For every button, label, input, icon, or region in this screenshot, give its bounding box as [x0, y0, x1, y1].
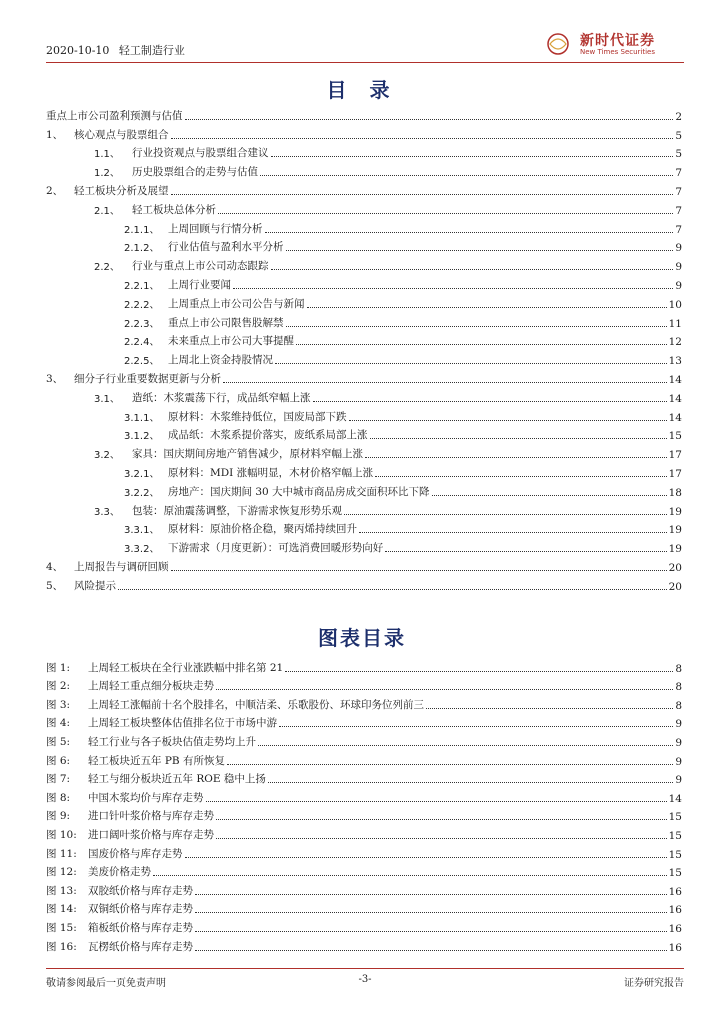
dot-leader — [195, 930, 667, 932]
page-ref: 16 — [668, 922, 682, 935]
page-ref: 7 — [675, 185, 682, 198]
page-ref: 11 — [668, 317, 682, 330]
dot-leader — [171, 193, 674, 195]
figure-entry[interactable] — [46, 823, 682, 842]
dot-leader — [218, 212, 673, 214]
figure-number: 图 16: — [46, 940, 77, 953]
dot-leader — [313, 400, 667, 402]
dot-leader — [432, 494, 667, 496]
figure-number: 图 8: — [46, 791, 71, 804]
section-title: 上周重点上市公司公告与新闻 — [168, 297, 305, 310]
figure-entry[interactable] — [46, 675, 682, 694]
page-ref: 9 — [675, 774, 682, 787]
page-ref: 14 — [668, 792, 682, 805]
section-number: 3.3.1、 — [124, 525, 160, 537]
page-ref: 17 — [668, 467, 682, 480]
dot-leader — [265, 231, 674, 233]
section-title: 上周北上资金持股情况 — [168, 354, 273, 367]
page-ref: 9 — [675, 279, 682, 292]
section-title: 行业与重点上市公司动态跟踪 — [132, 260, 269, 273]
toc-entry[interactable] — [46, 518, 682, 537]
toc-entry[interactable] — [46, 536, 682, 555]
section-number: 2.1、 — [94, 205, 120, 217]
figure-title: 双铜纸价格与库存走势 — [88, 903, 193, 916]
page-ref: 15 — [668, 829, 682, 842]
section-number: 2.1.2、 — [124, 243, 160, 255]
section-number: 2.2.5、 — [124, 356, 160, 368]
dot-leader — [195, 949, 667, 951]
toc-entry[interactable] — [46, 405, 682, 424]
figure-number: 图 9: — [46, 810, 71, 823]
page-ref: 7 — [675, 167, 682, 180]
figure-title: 国废价格与库存走势 — [88, 847, 183, 860]
figure-entry[interactable] — [46, 879, 682, 898]
figure-number: 图 12: — [46, 866, 77, 879]
figure-entry[interactable] — [46, 935, 682, 954]
figure-number: 图 14: — [46, 903, 77, 916]
dot-leader — [118, 588, 667, 590]
dot-leader — [258, 744, 673, 746]
figure-title: 上周轻工板块在全行业涨跌幅中排名第 21 — [88, 661, 284, 674]
figure-number: 图 3: — [46, 698, 71, 711]
dot-leader — [286, 325, 667, 327]
logo-english-name: New Times Securities — [580, 48, 655, 56]
section-number: 3.3.2、 — [124, 544, 160, 556]
section-title: 原材料：木浆维持低位，国废局部下跌 — [168, 410, 347, 423]
figure-title: 箱板纸价格与库存走势 — [88, 921, 193, 934]
page-ref: 15 — [668, 430, 682, 443]
section-title: 行业投资观点与股票组合建议 — [132, 147, 269, 160]
section-number: 1.1、 — [94, 149, 120, 161]
page-ref: 9 — [675, 718, 682, 731]
toc-entry[interactable] — [46, 104, 682, 123]
page-ref: 15 — [668, 848, 682, 861]
page-ref: 20 — [668, 580, 682, 593]
figure-title: 美废价格走势 — [88, 866, 151, 879]
figure-title: 轻工板块近五年 PB 有所恢复 — [88, 754, 225, 767]
dot-leader — [216, 688, 673, 690]
page-ref: 5 — [675, 148, 682, 161]
figure-title: 进口阔叶浆价格与库存走势 — [88, 828, 214, 841]
dot-leader — [286, 249, 674, 251]
toc-entry[interactable] — [46, 330, 682, 349]
figure-entry[interactable] — [46, 693, 682, 712]
toc-entry[interactable] — [46, 348, 682, 367]
figure-title: 进口针叶浆价格与库存走势 — [88, 810, 214, 823]
section-number: 2.2、 — [94, 262, 120, 274]
page-ref: 18 — [668, 486, 682, 499]
section-number: 2、 — [46, 184, 64, 197]
section-number: 2.2.3、 — [124, 318, 160, 330]
dot-leader — [216, 818, 667, 820]
report-date: 2020-10-10 — [46, 44, 110, 57]
toc-entry[interactable] — [46, 123, 682, 142]
page-ref: 8 — [675, 699, 682, 712]
dot-leader — [195, 893, 667, 895]
section-title: 上周回顾与行情分析 — [168, 222, 263, 235]
page-ref: 15 — [668, 811, 682, 824]
figure-entry[interactable] — [46, 712, 682, 731]
dot-leader — [260, 174, 673, 176]
toc-entry[interactable] — [46, 424, 682, 443]
figure-entry[interactable] — [46, 768, 682, 787]
page-ref: 14 — [668, 373, 682, 386]
toc-entry[interactable] — [46, 142, 682, 161]
section-number: 4、 — [46, 560, 64, 573]
figure-title: 上周轻工重点细分板块走势 — [88, 680, 214, 693]
section-title: 原材料：MDI 涨幅明显，木材价格窄幅上涨 — [168, 466, 374, 479]
section-title: 细分子行业重要数据更新与分析 — [74, 372, 221, 385]
page-ref: 16 — [668, 941, 682, 954]
figure-number: 图 6: — [46, 754, 71, 767]
page-ref: 16 — [668, 904, 682, 917]
figure-title: 瓦楞纸价格与库存走势 — [88, 940, 193, 953]
figures-title: 图表目录 — [318, 626, 406, 650]
figure-entry[interactable] — [46, 861, 682, 880]
section-title: 上周报告与调研回顾 — [74, 560, 169, 573]
figure-entry[interactable] — [46, 786, 682, 805]
section-number: 2.1.1、 — [124, 224, 160, 236]
section-title: 包装：原油震荡调整，下游需求恢复形势乐观 — [132, 504, 342, 517]
toc-entry[interactable] — [46, 461, 682, 480]
page-ref: 5 — [675, 129, 682, 142]
dot-leader — [307, 306, 667, 308]
dot-leader — [227, 763, 673, 765]
section-number: 3.2.2、 — [124, 487, 160, 499]
figure-title: 中国木浆均价与库存走势 — [88, 791, 204, 804]
page-ref: 10 — [668, 298, 682, 311]
toc-entry[interactable] — [46, 236, 682, 255]
toc-entry[interactable] — [46, 273, 682, 292]
page-ref: 19 — [668, 543, 682, 556]
dot-leader — [216, 837, 667, 839]
section-number: 3.3、 — [94, 506, 120, 518]
page-ref: 19 — [668, 505, 682, 518]
dot-leader — [223, 381, 667, 383]
table-of-contents — [46, 104, 682, 593]
dot-leader — [268, 781, 673, 783]
section-title: 未来重点上市公司大事提醒 — [168, 335, 294, 348]
section-title: 上周行业要闻 — [168, 278, 231, 291]
toc-entry[interactable] — [46, 311, 682, 330]
page-ref: 14 — [668, 392, 682, 405]
section-number: 1、 — [46, 128, 64, 141]
toc-entry[interactable] — [46, 367, 682, 386]
section-title: 原材料：原油价格企稳，聚丙烯持续回升 — [168, 523, 357, 536]
page-ref: 9 — [675, 736, 682, 749]
dot-leader — [185, 118, 674, 120]
page-ref: 9 — [675, 242, 682, 255]
figure-number: 图 11: — [46, 847, 77, 860]
figure-list — [46, 656, 682, 954]
dot-leader — [344, 513, 667, 515]
page-ref: 14 — [668, 411, 682, 424]
section-number: 3、 — [46, 372, 64, 385]
page-footer — [46, 974, 684, 990]
figure-number: 图 5: — [46, 735, 71, 748]
section-title: 造纸：木浆震荡下行，成品纸窄幅上涨 — [132, 391, 311, 404]
page-ref: 7 — [675, 223, 682, 236]
figure-number: 图 2: — [46, 680, 71, 693]
toc-entry[interactable] — [46, 217, 682, 236]
figure-title: 上周轻工板块整体估值排名位于市场中游 — [88, 717, 277, 730]
section-title: 历史股票组合的走势与估值 — [132, 166, 258, 179]
dot-leader — [206, 800, 667, 802]
page-ref: 8 — [675, 662, 682, 675]
dot-leader — [359, 531, 667, 533]
page-ref: 9 — [675, 261, 682, 274]
section-title: 房地产：国庆期间 30 大中城市商品房成交面积环比下降 — [168, 485, 430, 498]
toc-entry[interactable] — [46, 292, 682, 311]
page-ref: 8 — [675, 681, 682, 694]
section-title: 重点上市公司限售股解禁 — [168, 316, 284, 329]
dot-leader — [279, 725, 673, 727]
section-number: 3.2、 — [94, 450, 120, 462]
dot-leader — [385, 550, 666, 552]
toc-entry[interactable] — [46, 254, 682, 273]
dot-leader — [370, 437, 667, 439]
figure-number: 图 15: — [46, 921, 77, 934]
page-ref: 20 — [668, 561, 682, 574]
header-divider — [46, 62, 684, 63]
toc-entry[interactable] — [46, 160, 682, 179]
figure-number: 图 10: — [46, 828, 77, 841]
industry-name: 轻工制造行业 — [118, 44, 185, 57]
dot-leader — [171, 137, 674, 139]
page-ref: 17 — [668, 449, 682, 462]
dot-leader — [233, 287, 673, 289]
section-number: 3.1、 — [94, 393, 120, 405]
toc-entry[interactable] — [46, 442, 682, 461]
footer-divider — [46, 968, 684, 969]
figure-title: 上周轻工涨幅前十名个股排名，中顺洁柔、乐歌股份、环球印务位列前三 — [88, 698, 424, 711]
header-info — [46, 42, 191, 58]
section-number: 2.2.1、 — [124, 280, 160, 292]
section-title: 轻工板块分析及展望 — [74, 184, 169, 197]
report-type: 证券研究报告 — [624, 978, 684, 989]
toc-entry[interactable] — [46, 198, 682, 217]
section-title: 轻工板块总体分析 — [132, 203, 216, 216]
dot-leader — [271, 155, 674, 157]
figure-entry[interactable] — [46, 749, 682, 768]
section-title: 风险提示 — [74, 579, 116, 592]
figure-number: 图 1: — [46, 661, 71, 674]
section-number: 2.2.2、 — [124, 299, 160, 311]
toc-entry[interactable] — [46, 386, 682, 405]
section-number: 5、 — [46, 579, 64, 592]
page-header — [46, 28, 684, 60]
new-times-logo-icon — [544, 32, 572, 56]
dot-leader — [365, 456, 667, 458]
figure-entry[interactable] — [46, 656, 682, 675]
toc-entry[interactable] — [46, 179, 682, 198]
figure-title: 轻工行业与各子板块估值走势均上升 — [88, 735, 256, 748]
dot-leader — [296, 343, 667, 345]
logo-chinese-name: 新时代证券 — [580, 33, 655, 49]
page-ref: 7 — [675, 204, 682, 217]
dot-leader — [375, 475, 666, 477]
toc-title: 目 录 — [326, 78, 398, 102]
figure-title: 双胶纸价格与库存走势 — [88, 884, 193, 897]
section-title: 重点上市公司盈利预测与估值 — [46, 109, 183, 122]
company-logo — [544, 30, 684, 60]
dot-leader — [271, 268, 674, 270]
page-ref: 19 — [668, 524, 682, 537]
section-number: 3.1.1、 — [124, 412, 160, 424]
figure-entry[interactable] — [46, 916, 682, 935]
section-number: 3.2.1、 — [124, 468, 160, 480]
dot-leader — [185, 856, 667, 858]
dot-leader — [275, 362, 667, 364]
section-number: 2.2.4、 — [124, 337, 160, 349]
page-ref: 12 — [668, 336, 682, 349]
section-number: 3.1.2、 — [124, 431, 160, 443]
page-number: -3- — [358, 974, 372, 985]
dot-leader — [285, 670, 673, 672]
page-ref: 2 — [675, 110, 682, 123]
section-title: 行业估值与盈利水平分析 — [168, 241, 284, 254]
figure-title: 轻工与细分板块近五年 ROE 稳中上扬 — [88, 773, 266, 786]
figure-number: 图 7: — [46, 773, 71, 786]
dot-leader — [171, 569, 667, 571]
figure-entry[interactable] — [46, 730, 682, 749]
figure-entry[interactable] — [46, 898, 682, 917]
figure-number: 图 13: — [46, 884, 77, 897]
figure-entry[interactable] — [46, 805, 682, 824]
figure-entry[interactable] — [46, 842, 682, 861]
toc-entry[interactable] — [46, 574, 682, 593]
dot-leader — [195, 911, 667, 913]
page-ref: 13 — [668, 355, 682, 368]
section-title: 成品纸：木浆系提价落实，废纸系局部上涨 — [168, 429, 368, 442]
page-ref: 15 — [668, 867, 682, 880]
page-ref: 9 — [675, 755, 682, 768]
dot-leader — [426, 707, 673, 709]
disclaimer-note: 敬请参阅最后一页免责声明 — [46, 978, 166, 989]
toc-entry[interactable] — [46, 499, 682, 518]
section-title: 下游需求（月度更新）：可选消费回暖形势向好 — [168, 542, 384, 555]
section-number: 1.2、 — [94, 168, 120, 180]
section-title: 核心观点与股票组合 — [74, 128, 169, 141]
dot-leader — [153, 874, 667, 876]
figure-number: 图 4: — [46, 717, 71, 730]
toc-entry[interactable] — [46, 555, 682, 574]
dot-leader — [349, 419, 667, 421]
section-title: 家具：国庆期间房地产销售减少，原材料窄幅上涨 — [132, 448, 363, 461]
page-ref: 16 — [668, 885, 682, 898]
toc-entry[interactable] — [46, 480, 682, 499]
